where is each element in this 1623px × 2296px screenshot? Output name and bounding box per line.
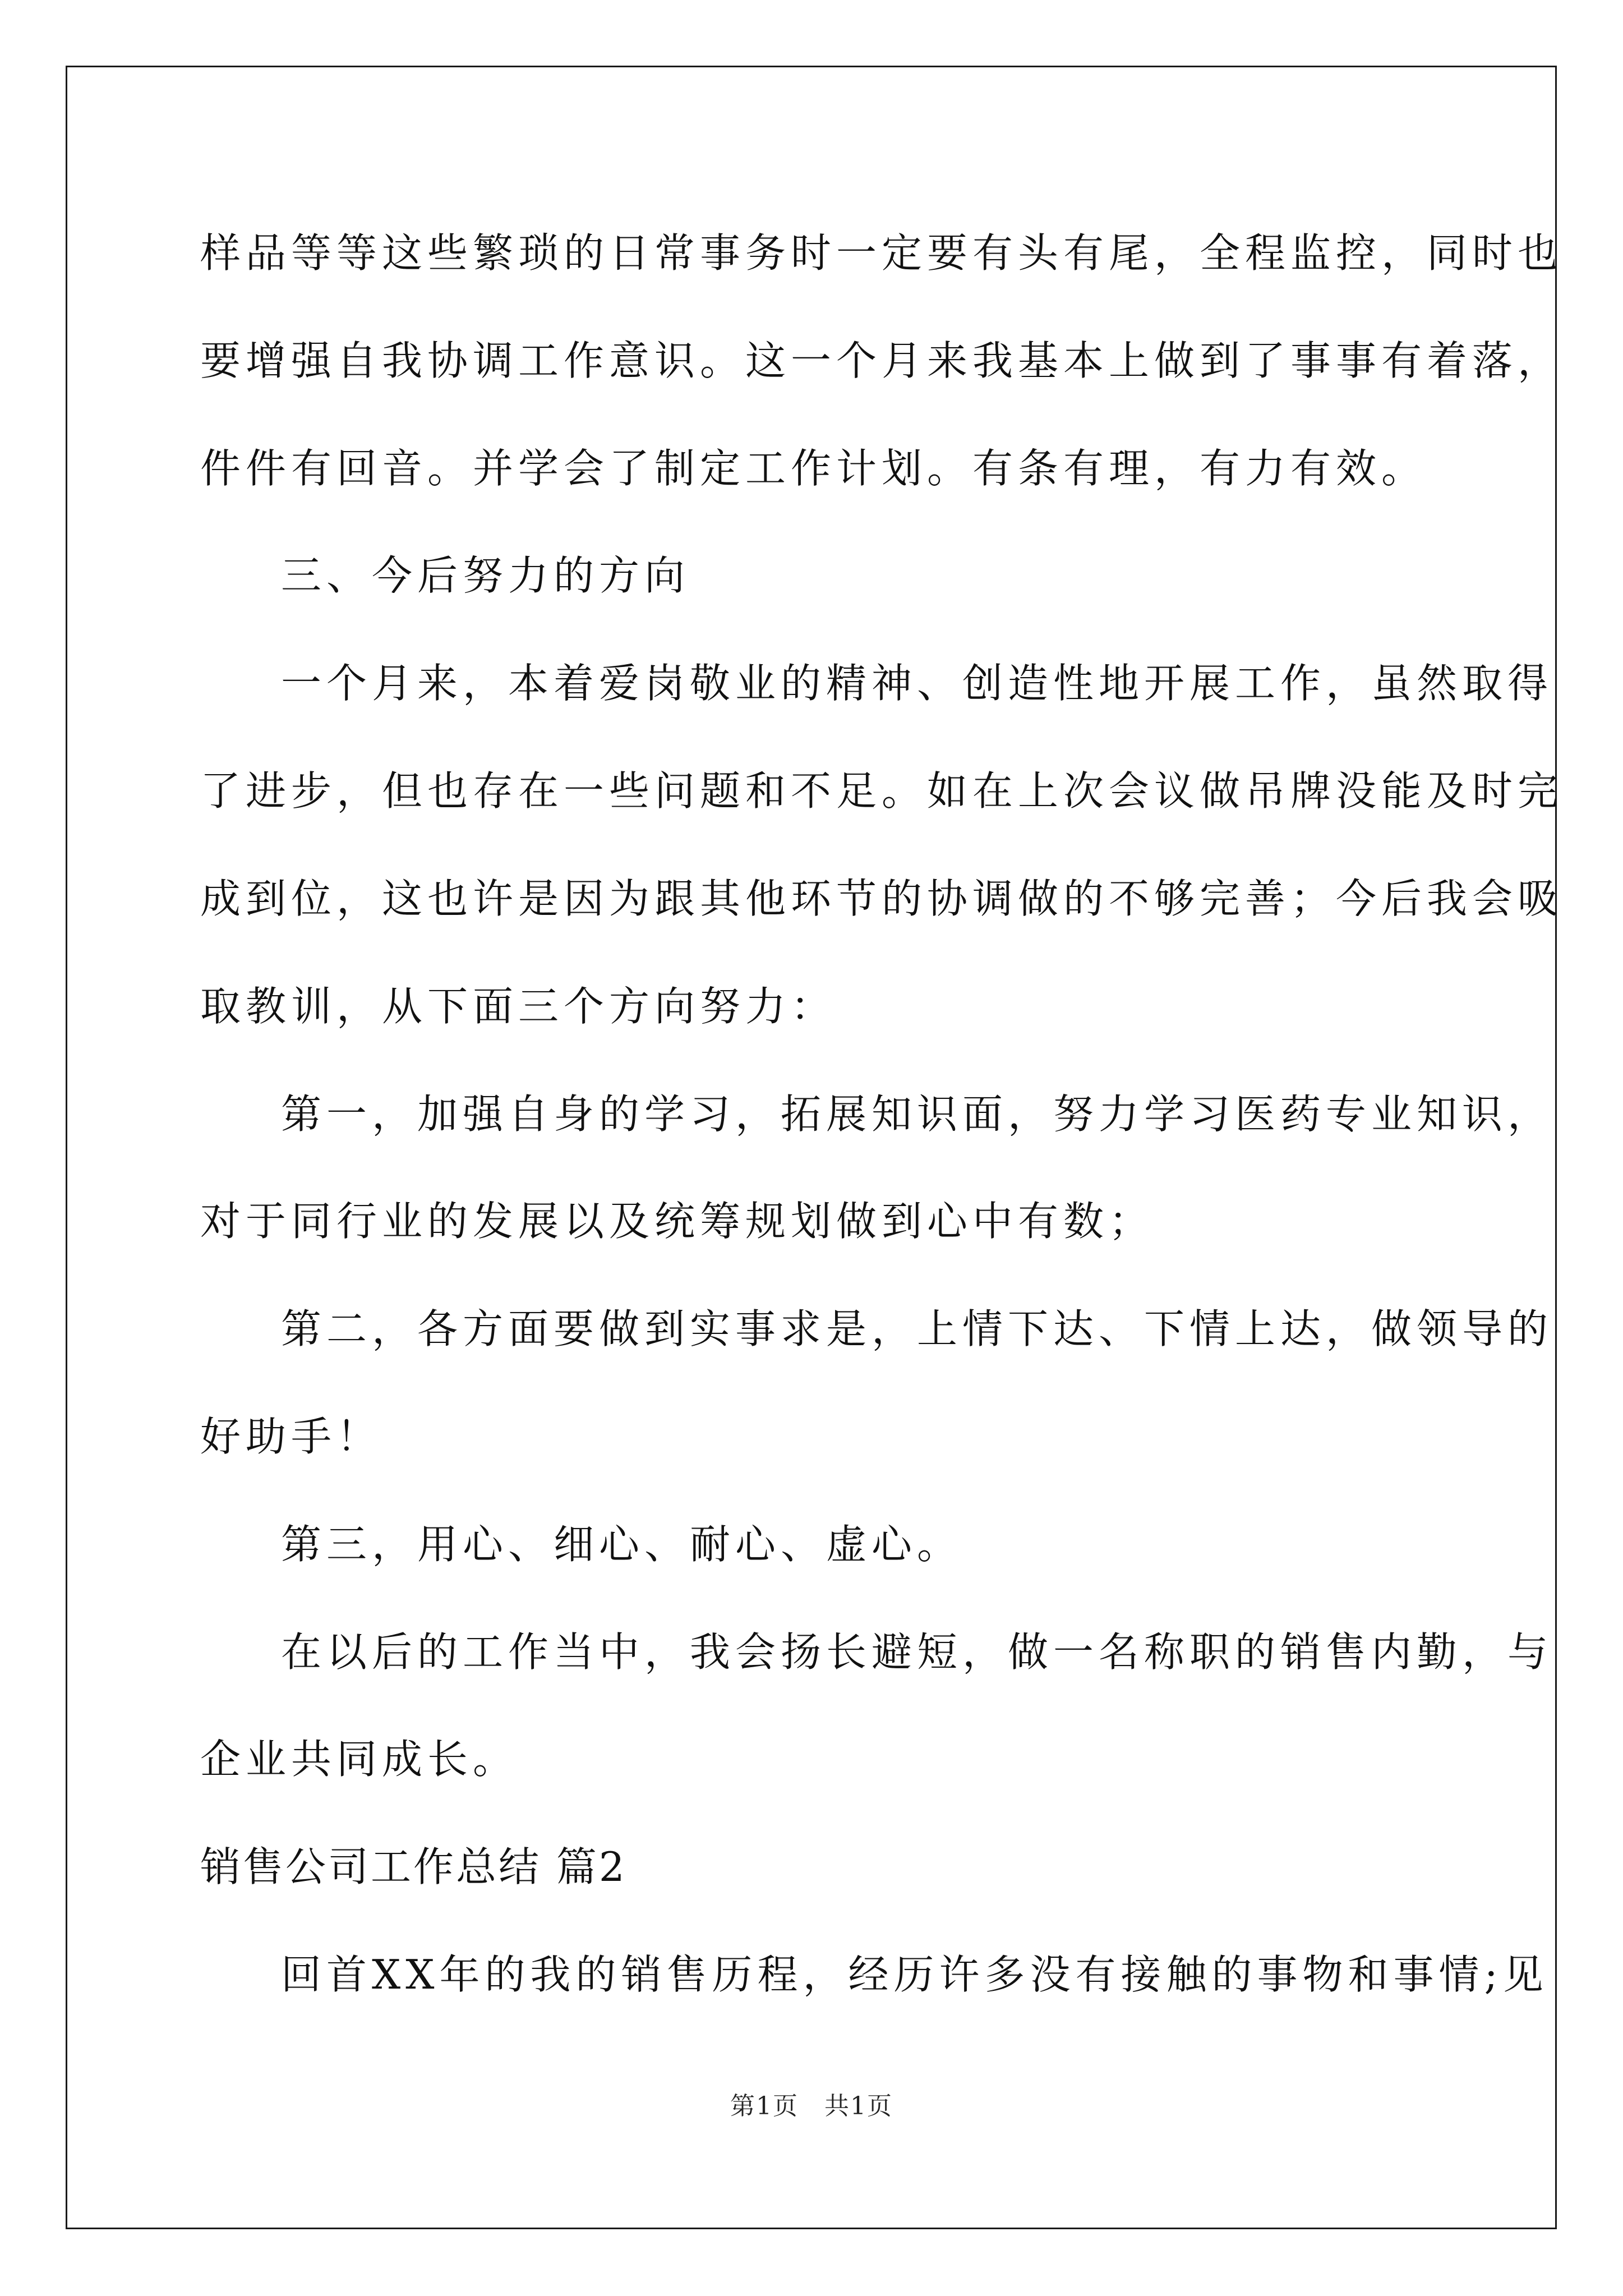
body-line-6: 了进步，但也存在一些问题和不足。如在上次会议做吊牌没能及时完 (200, 767, 1564, 815)
body-line-15: 企业共同成长。 (200, 1736, 519, 1783)
body-line-5: 一个月来，本着爱岗敬业的精神、创造性地开展工作，虽然取得 (281, 660, 1553, 707)
body-line-11: 第二，各方面要做到实事求是，上情下达、下情上达，做领导的 (281, 1305, 1553, 1352)
article-subheading: 销售公司工作总结 篇2 (200, 1843, 627, 1890)
body-line-10: 对于同行业的发展以及统筹规划做到心中有数； (200, 1198, 1155, 1245)
body-line-1: 样品等等这些繁琐的日常事务时一定要有头有尾，全程监控，同时也 (200, 229, 1564, 277)
body-line-7: 成到位，这也许是因为跟其他环节的协调做的不够完善；今后我会吸 (200, 875, 1564, 922)
body-line-14: 在以后的工作当中，我会扬长避短，做一名称职的销售内勤，与 (281, 1628, 1553, 1676)
body-line-17: 回首XX年的我的销售历程，经历许多没有接触的事物和事情;见 (281, 1951, 1548, 1998)
body-line-13: 第三，用心、细心、耐心、虚心。 (281, 1521, 963, 1568)
body-line-12: 好助手！ (200, 1413, 382, 1460)
body-line-3: 件件有回音。并学会了制定工作计划。有条有理，有力有效。 (200, 445, 1427, 492)
section-heading: 三、今后努力的方向 (281, 552, 690, 599)
body-line-8: 取教训，从下面三个方向努力： (200, 983, 837, 1030)
body-line-9: 第一，加强自身的学习，拓展知识面，努力学习医药专业知识， (281, 1091, 1553, 1138)
page-number-footer: 第1页 共1页 (730, 2092, 893, 2120)
body-line-2: 要增强自我协调工作意识。这一个月来我基本上做到了事事有着落， (200, 337, 1564, 384)
page-border (66, 66, 1557, 2229)
